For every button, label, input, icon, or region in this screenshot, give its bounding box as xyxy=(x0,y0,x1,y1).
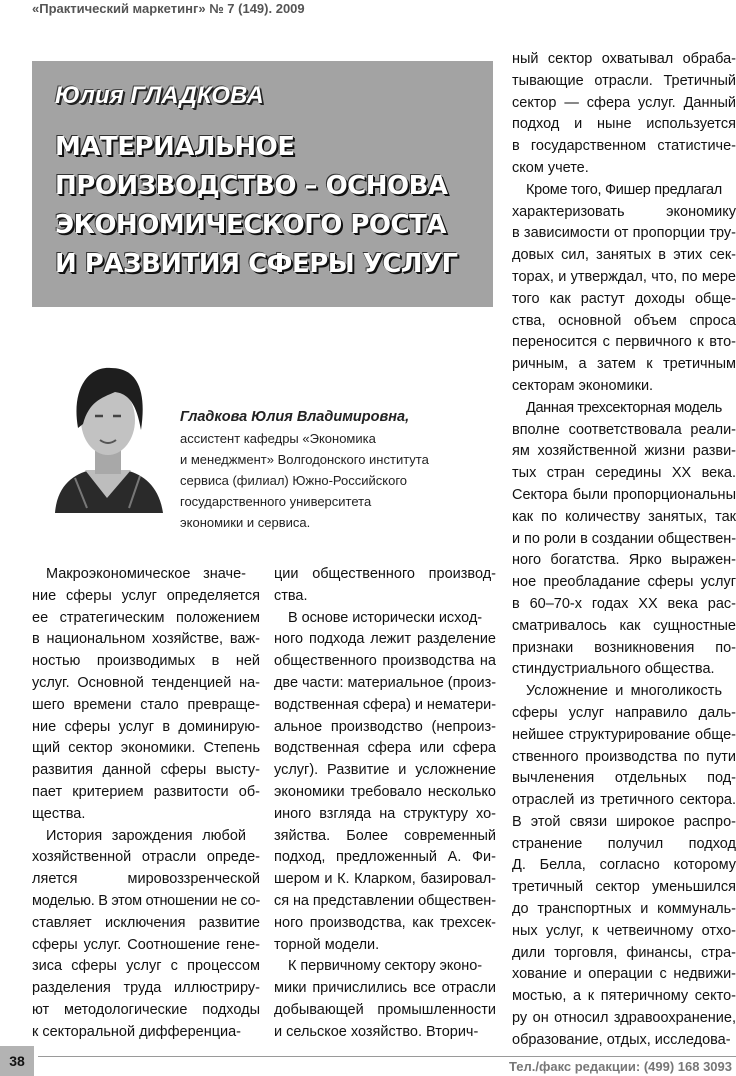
bio-line: государственного университета xyxy=(180,494,372,509)
author-photo xyxy=(45,358,170,513)
title-line: МАТЕРИАЛЬНОЕ xyxy=(55,132,295,162)
text-line: общественного производства на xyxy=(274,653,496,670)
author-name: Юлия ГЛАДКОВА xyxy=(55,82,264,109)
paragraph xyxy=(274,956,496,1043)
bio-line: экономики и сервиса. xyxy=(180,515,311,530)
text-line: до транспортных и коммуналь- xyxy=(512,901,736,918)
text-line: иного взгляда на структуру хо- xyxy=(274,805,496,822)
paragraph xyxy=(274,608,496,957)
running-head: «Практический маркетинг» № 7 (149). 2009 xyxy=(32,1,305,16)
text-line: моделью. В этом отношении не со- xyxy=(32,892,260,909)
title-line: И РАЗВИТИЯ СФЕРЫ УСЛУГ xyxy=(55,249,458,279)
text-line: шером и К. Кларком, базировал- xyxy=(274,871,496,888)
text-line: История зарождения любой xyxy=(46,827,246,844)
paragraph xyxy=(32,564,260,826)
text-line: хозяйственной отрасли опреде- xyxy=(32,849,260,866)
text-line: Д. Белла, согласно которому xyxy=(512,857,736,874)
text-line: мики причислились все отрасли xyxy=(274,980,496,997)
text-line: ства. xyxy=(274,587,308,604)
text-line: ние сферы услуг определяется xyxy=(32,587,260,604)
text-line: добывающей промышленности xyxy=(274,1001,496,1018)
footer-rule xyxy=(38,1056,736,1057)
text-line: Данная трехсекторная модель xyxy=(526,399,722,416)
text-line: две части: материальное (произ- xyxy=(274,674,496,691)
text-line: в 60–70-х годах XX века рас- xyxy=(512,595,736,612)
text-line: В этой связи широкое распро- xyxy=(512,813,736,830)
text-line: ного подхода лежит разделение xyxy=(274,631,496,648)
text-line: ного производства, как трехсек- xyxy=(274,914,496,931)
text-line: ру он относил здравоохранение, xyxy=(512,1010,736,1027)
text-line: Сектора были пропорциональны xyxy=(512,486,736,503)
text-line: ственного производства по пути xyxy=(512,748,736,765)
text-line: признаки возникновения по- xyxy=(512,639,736,656)
text-line: того как растут доходы обще- xyxy=(512,290,736,307)
text-line: Усложнение и многоликость xyxy=(526,683,722,700)
text-column-2 xyxy=(274,564,496,1044)
paragraph xyxy=(274,564,496,608)
text-line: секторам экономики. xyxy=(512,377,654,394)
paragraph xyxy=(512,398,736,681)
text-line: ют методологические подходы xyxy=(32,1001,260,1018)
text-line: тывающие отрасли. Третичный xyxy=(512,72,736,89)
text-line: зиса сферы услуг с процессом xyxy=(32,958,260,975)
text-line: довых сил, занятых в этих сек- xyxy=(512,247,736,264)
bio-line: и менеджмент» Волгодонского института xyxy=(180,452,429,467)
text-line: ние сферы услуг в доминирую- xyxy=(32,718,260,735)
text-line: ричным, а затем к третичным xyxy=(512,356,736,373)
text-line: ный сектор охватывал обраба- xyxy=(512,51,736,67)
text-line: торной модели. xyxy=(274,936,380,953)
text-line: ставляет исключения развитие xyxy=(32,914,260,931)
text-line: услуг. Основной тенденцией на- xyxy=(32,674,260,691)
text-line: нейшее структурирование обще- xyxy=(512,726,736,743)
text-line: образование, отдых, исследова- xyxy=(512,1031,731,1048)
text-line: щества. xyxy=(32,805,86,822)
text-line: подход и ныне используется xyxy=(512,116,736,133)
page-number: 38 xyxy=(0,1046,34,1076)
text-line: В основе исторически исход- xyxy=(288,609,482,626)
text-line: ции общественного производ- xyxy=(274,566,496,582)
text-line: услуг). Развитие и усложнение xyxy=(274,762,496,779)
text-line: ляется мировоззренческой xyxy=(32,871,260,888)
text-line: торах, и утверждал, что, по мере xyxy=(512,268,736,285)
text-line: разделения труда иллюстриру- xyxy=(32,980,260,997)
text-line: щий сектор экономики. Степень xyxy=(32,740,260,757)
text-line: третичный сектор уменьшился xyxy=(512,879,736,896)
text-line: шего времени стало превраще- xyxy=(32,696,260,713)
text-line: в национальном хозяйстве, важ- xyxy=(32,631,260,648)
text-line: ее стратегическим положением xyxy=(32,609,260,626)
text-line: Макроэкономическое значе- xyxy=(46,566,246,582)
bio-line: ассистент кафедры «Экономика xyxy=(180,431,376,446)
editorial-contact: Тел./факс редакции: (499) 168 3093 xyxy=(508,1059,732,1074)
text-line: экономики требовало несколько xyxy=(274,783,496,800)
text-line: сферы услуг. Соотношение гене- xyxy=(32,936,260,953)
text-line: дили торговля, финансы, стра- xyxy=(512,944,736,961)
bio-line: сервиса (филиал) Южно-Российского xyxy=(180,473,408,488)
author-bio xyxy=(180,406,490,533)
text-line: сектор — сфера услуг. Данный xyxy=(512,94,736,111)
text-line: К первичному сектору эконо- xyxy=(288,958,482,975)
text-line: и по роли в создании обществен- xyxy=(512,530,736,547)
text-line: странение получил подход xyxy=(512,835,736,852)
text-line: развития данной сферы высту- xyxy=(32,762,260,779)
text-line: вполне соответствовала реали- xyxy=(512,421,736,438)
text-column-3 xyxy=(512,49,736,1052)
text-line: стиндустриального общества. xyxy=(512,661,715,678)
text-line: зяйства. Более современный xyxy=(274,827,496,844)
paragraph xyxy=(32,826,260,1044)
paragraph xyxy=(512,49,736,180)
text-line: ностью производимых в ней xyxy=(32,653,260,670)
text-line: ного богатства. Ярко выражен- xyxy=(512,552,736,569)
paragraph xyxy=(512,180,736,398)
text-line: ям хозяйственной жизни разви- xyxy=(512,443,736,460)
text-line: и сельское хозяйство. Вторич- xyxy=(274,1023,479,1040)
text-line: подход, предложенный А. Фи- xyxy=(274,849,496,866)
text-line: пает критерием развитости об- xyxy=(32,783,260,800)
text-line: водственная сфера) и нематери- xyxy=(274,696,496,713)
text-line: ства, основной объем спроса xyxy=(512,312,736,329)
text-line: как по количеству занятых, так xyxy=(512,508,736,525)
bio-name: Гладкова Юлия Владимировна, xyxy=(180,409,410,425)
text-line: в государственном статистиче- xyxy=(512,138,736,155)
text-column-1 xyxy=(32,564,260,1044)
title-line: ПРОИЗВОДСТВО – ОСНОВА xyxy=(55,171,448,201)
text-line: вычленения отдельных под- xyxy=(512,770,736,787)
text-line: тых стран середины XX века. xyxy=(512,465,736,482)
text-line: хование и операции с недвижи- xyxy=(512,966,736,983)
text-line: Кроме того, Фишер предлагал xyxy=(526,181,722,198)
title-line: ЭКОНОМИЧЕСКОГО РОСТА xyxy=(55,210,446,240)
text-line: водственная сфера или сфера xyxy=(274,740,496,757)
text-line: альное производство (непроиз- xyxy=(274,718,496,735)
text-line: сферы услуг направило даль- xyxy=(512,704,736,721)
article-title xyxy=(55,128,485,284)
text-line: ся на представлении обществен- xyxy=(274,892,496,909)
paragraph xyxy=(512,681,736,1052)
text-line: мостью, а к пятеричному секто- xyxy=(512,988,736,1005)
text-line: ных услуг, к четвеичному отхо- xyxy=(512,922,736,939)
text-line: сматривалось как сущностные xyxy=(512,617,736,634)
text-line: характеризовать экономику xyxy=(512,203,736,220)
text-line: отраслей из третичного сектора. xyxy=(512,792,736,809)
text-line: переносится с первичного к вто- xyxy=(512,334,736,351)
text-line: ное преобладание сферы услуг xyxy=(512,574,736,591)
text-line: к секторальной дифференциа- xyxy=(32,1023,241,1040)
text-line: в зависимости от пропорции тру- xyxy=(512,225,736,242)
text-line: ском учете. xyxy=(512,159,589,176)
